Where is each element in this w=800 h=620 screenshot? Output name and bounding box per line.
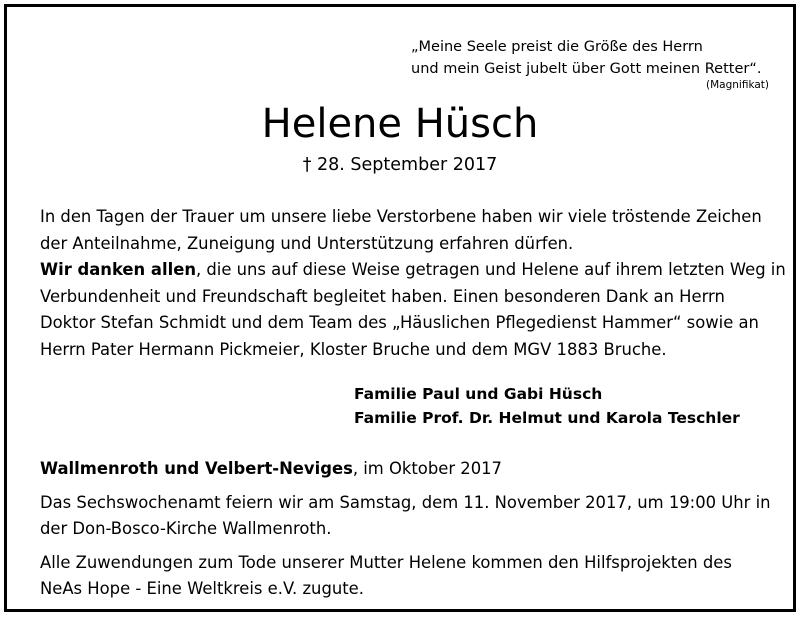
- place: Wallmenroth und Velbert-Neviges: [40, 459, 353, 478]
- message-line: [40, 257, 786, 284]
- signatory-family: Familie Paul und Gabi Hüsch: [354, 385, 603, 403]
- scripture-quote: [411, 36, 761, 80]
- mass-info-line: der Don-Bosco-Kirche Wallmenroth.: [40, 519, 332, 538]
- place-date: [40, 456, 780, 482]
- message-line-rest: , die uns auf diese Weise getragen und Helene auf ihrem letzten Weg in: [195, 260, 786, 279]
- date: , im Oktober 2017: [352, 459, 502, 478]
- death-date: † 28. September 2017: [302, 155, 498, 175]
- message-line: der Anteilnahme, Zuneigung und Unterstützung erfahren dürfen.: [40, 233, 574, 253]
- message-line: Verbundenheit und Freundschaft begleitet haben. Einen besonderen Dank an Herrn: [40, 286, 725, 306]
- signatory-family: Familie Prof. Dr. Helmut und Karola Teschler: [354, 409, 740, 427]
- message-line: In den Tagen der Trauer um unsere liebe Verstorbene haben wir viele tröstende Zeichen: [40, 207, 762, 226]
- quote-line-1: „Meine Seele preist die Größe des Herrn: [411, 39, 703, 55]
- footer-info: [40, 456, 780, 602]
- mass-info-line: Das Sechswochenamt feiern wir am Samstag, dem 11. November 2017, um 19:00 Uhr in: [40, 493, 771, 512]
- message-line: Herrn Pater Hermann Pickmeier, Kloster Bruche und dem MGV 1883 Bruche.: [40, 339, 667, 359]
- signatories: [354, 382, 740, 430]
- thanks-emphasis: Wir danken allen: [40, 260, 196, 279]
- donation-info-line: Alle Zuwendungen zum Tode unserer Mutter Helene kommen den Hilfsprojekten des: [40, 553, 732, 572]
- quote-source: (Magnifikat): [706, 79, 769, 91]
- message-line: Doktor Stefan Schmidt und dem Team des „Häuslichen Pflegedienst Hammer“ sowie an: [40, 313, 759, 332]
- thanks-message: [40, 204, 786, 363]
- deceased-name: Helene Hüsch: [261, 101, 539, 147]
- donation-info-line: NeAs Hope - Eine Weltkreis e.V. zugute.: [40, 579, 364, 598]
- quote-line-2: und mein Geist jubelt über Gott meinen Retter“.: [411, 61, 762, 77]
- obituary-card: [4, 4, 796, 612]
